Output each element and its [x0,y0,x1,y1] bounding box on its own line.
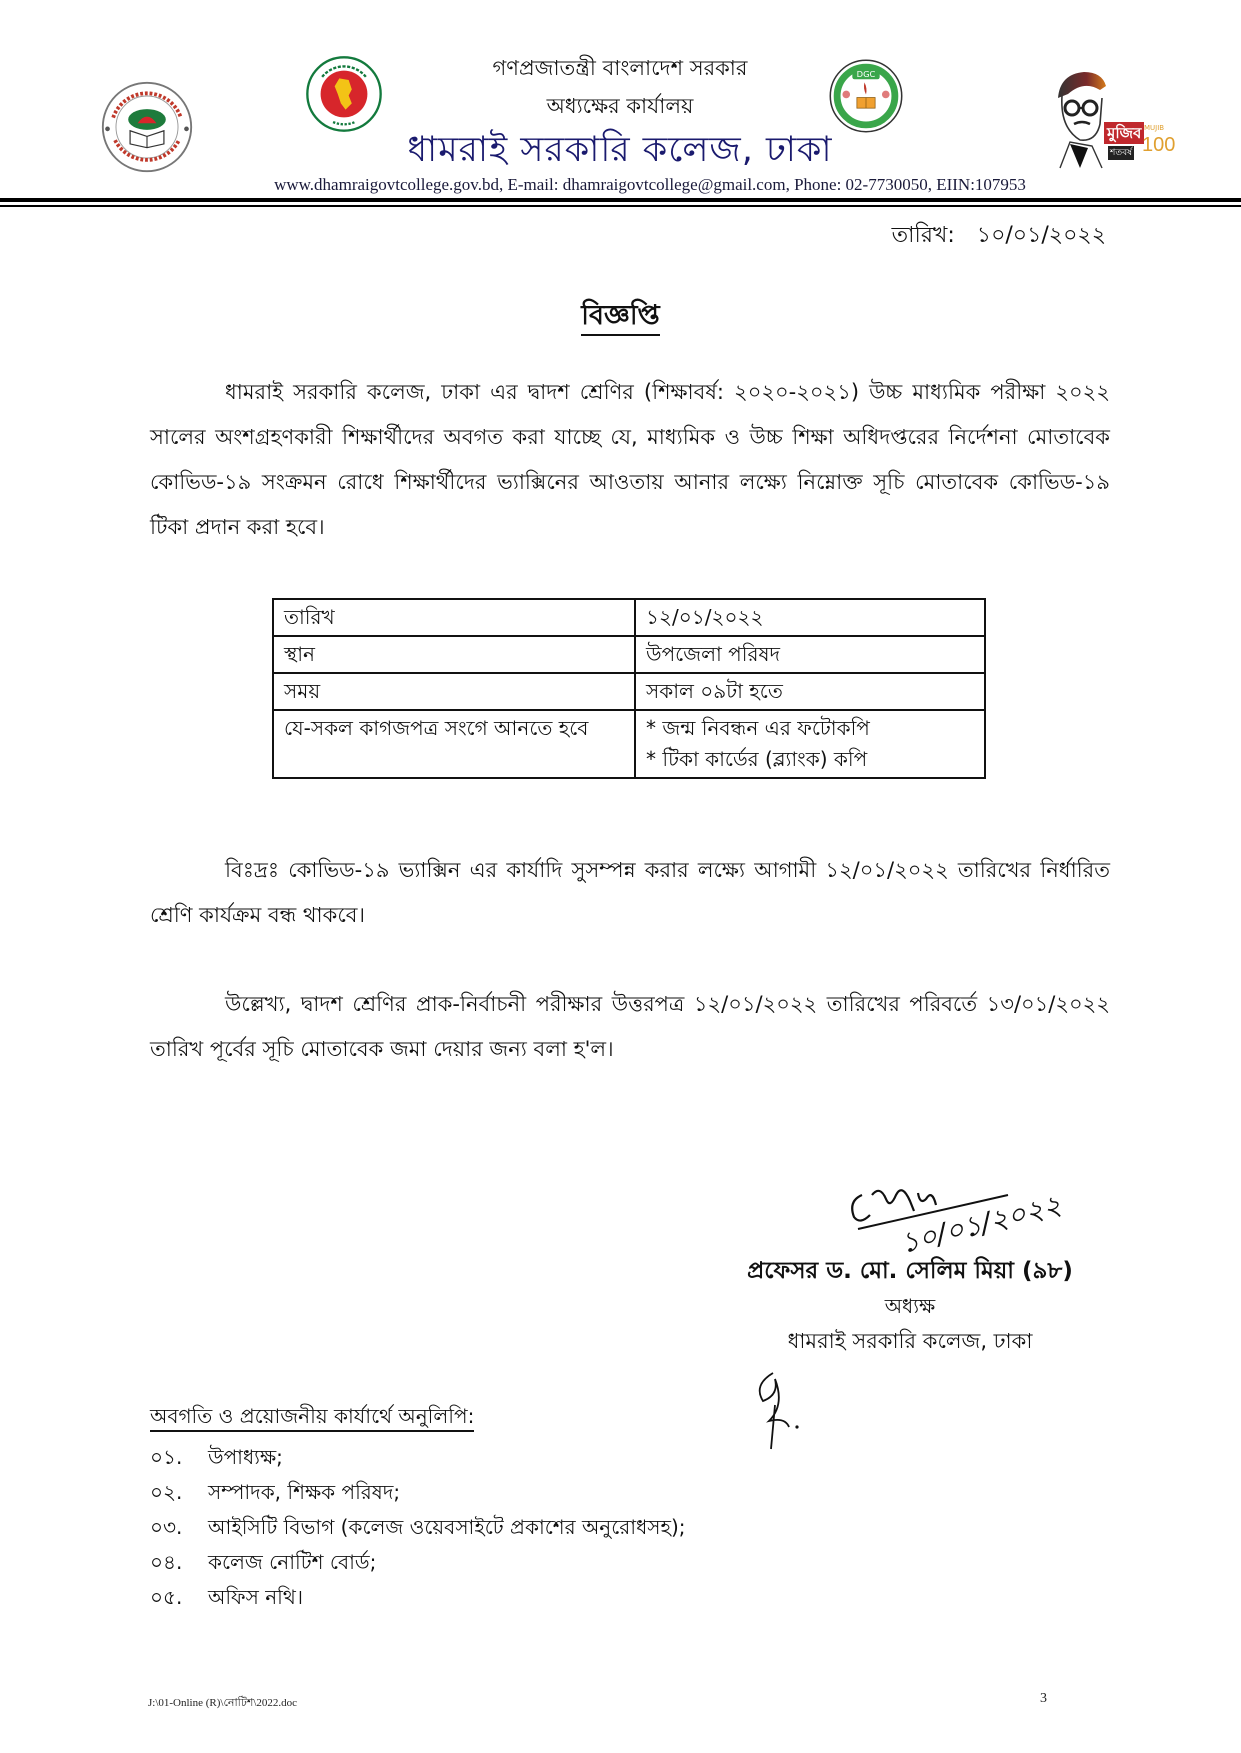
dgc-logo-text: DGC [856,69,876,79]
table-value-line: * জন্ম নিবন্ধন এর ফটোকপি [646,716,870,740]
table-row [273,710,985,778]
list-item [150,1475,686,1510]
table-value-cell [635,599,985,636]
table-key-cell: স্থান [273,636,635,673]
schedule-table [272,598,986,779]
list-item-text: অফিস নথি। [208,1585,303,1609]
list-item-number: ০৫. [150,1585,183,1609]
table-value-cell [635,636,985,673]
list-item-number: ০২. [150,1480,183,1504]
table-key-cell: যে-সকল কাগজপত্র সংগে আনতে হবে [273,710,635,778]
intro-text: ধামরাই সরকারি কলেজ, ঢাকা এর দ্বাদশ শ্রেণির (শিক্ষাবর্ষ: ২০২০-২০২১) উচ্চ মাধ্যমিক পরীক্ষা ২০২২ সালের অংশগ্রহণকারী শিক্ষার্থীদের অবগত করা যাচ্ছে যে, মাধ্যমিক ও উচ্চ শিক্ষা অধিদপ্তরের নির্দেশনা মোতাবেক কোভিড-১৯ সংক্রমন রোধে শিক্ষার্থীদের ভ্যাক্সিনের আওতায় আনার লক্ষ্যে নিম্নোক্ত সূচি মোতাবেক কোভিড-১৯ টিকা প্রদান করা হবে। [150,380,1110,539]
list-item [150,1440,686,1475]
table-value-line: উপজেলা পরিষদ [646,642,780,666]
notice-title [0,295,1241,340]
initials-scribble-icon [745,1365,815,1455]
mujib-100-label: 100 [1142,134,1176,156]
table-value-line: * টিকা কার্ডের (ব্ল্যাংক) কপি [646,747,868,771]
intro-paragraph [150,370,1110,550]
table-value-line: সকাল ০৯টা হতে [646,679,783,703]
signature-date: ১০/০১/২০২২ [897,1188,1065,1260]
list-item [150,1580,686,1615]
table-value-cell [635,673,985,710]
list-item-number: ০৪. [150,1550,183,1574]
government-line: গণপ্রজাতন্ত্রী বাংলাদেশ সরকার [492,56,748,80]
footer-file-path: J:\01-Online (R)\নোটিশ\2022.doc [148,1697,298,1709]
list-item-text: কলেজ নোটিশ বোর্ড; [208,1550,377,1574]
signer-title: অধ্যক্ষ [884,1294,936,1318]
college-name: ধামরাই সরকারি কলেজ, ঢাকা [407,130,833,170]
distribution-list [150,1440,686,1615]
table-row [273,636,985,673]
office-line: অধ্যক্ষের কার্যালয় [546,94,694,118]
table-value-cell [635,710,985,778]
distribution-heading-text: অবগতি ও প্রয়োজনীয় কার্যার্থে অনুলিপি: [150,1404,474,1432]
note-paragraph [150,848,1110,938]
list-item-number: ০৩. [150,1515,183,1539]
mujib-bangla-label: মুজিব [1104,122,1144,144]
list-item-text: সম্পাদক, শিক্ষক পরিষদ; [208,1480,401,1504]
list-item-number: ০১. [150,1445,183,1469]
table-value-line: ১২/০১/২০২২ [646,605,764,629]
issue-date [892,218,1106,255]
mention-text: উল্লেখ্য, দ্বাদশ শ্রেণির প্রাক-নির্বাচনী পরীক্ষার উত্তরপত্র ১২/০১/২০২২ তারিখের পরিবর্তে ১৩/০১/২০২২ তারিখ পূর্বের সূচি মোতাবেক জমা দেয়ার জন্য বলা হ'ল। [150,992,1110,1061]
header-rule-thick [0,198,1241,202]
table-key-cell: তারিখ [273,599,635,636]
dgc-logo-icon [828,58,904,134]
table-row [273,673,985,710]
mujib-english-label: MUJIB [1144,124,1165,132]
table-key-cell: সময় [273,673,635,710]
contact-line: www.dhamraigovtcollege.gov.bd, E-mail: dhamraigovtcollege@gmail.com, Phone: 02-7730050, EIIN:107953 [274,175,1026,194]
education-emblem-logo-icon [100,80,194,174]
distribution-heading [150,1402,474,1435]
signer-name: প্রফেসর ড. মো. সেলিম মিয়া (৯৮) [747,1258,1073,1284]
notice-title-text: বিজ্ঞপ্তি [581,300,660,336]
note-text: বিঃদ্রঃ কোভিড-১৯ ভ্যাক্সিন এর কার্যাদি সুসম্পন্ন করার লক্ষ্যে আগামী ১২/০১/২০২২ তারিখের নির্ধারিত শ্রেণি কার্যক্রম বন্ধ থাকবে। [150,858,1110,927]
signer-organization: ধামরাই সরকারি কলেজ, ঢাকা [787,1329,1033,1353]
date-label: তারিখ: [891,223,955,248]
date-value: ১০/০১/২০২২ [976,223,1106,248]
mujib-sub-label: শতবর্ষ [1110,148,1133,158]
table-row [273,599,985,636]
header-rule-thin [0,205,1241,207]
mention-paragraph [150,982,1110,1072]
government-seal-icon [305,55,383,133]
mujib-100-logo [1040,68,1176,172]
list-item [150,1510,686,1545]
page-number: 3 [1040,1691,1047,1706]
list-item-text: আইসিটি বিভাগ (কলেজ ওয়েবসাইটে প্রকাশের অনুরোধসহ); [208,1515,686,1539]
list-item [150,1545,686,1580]
list-item-text: উপাধ্যক্ষ; [208,1445,283,1469]
